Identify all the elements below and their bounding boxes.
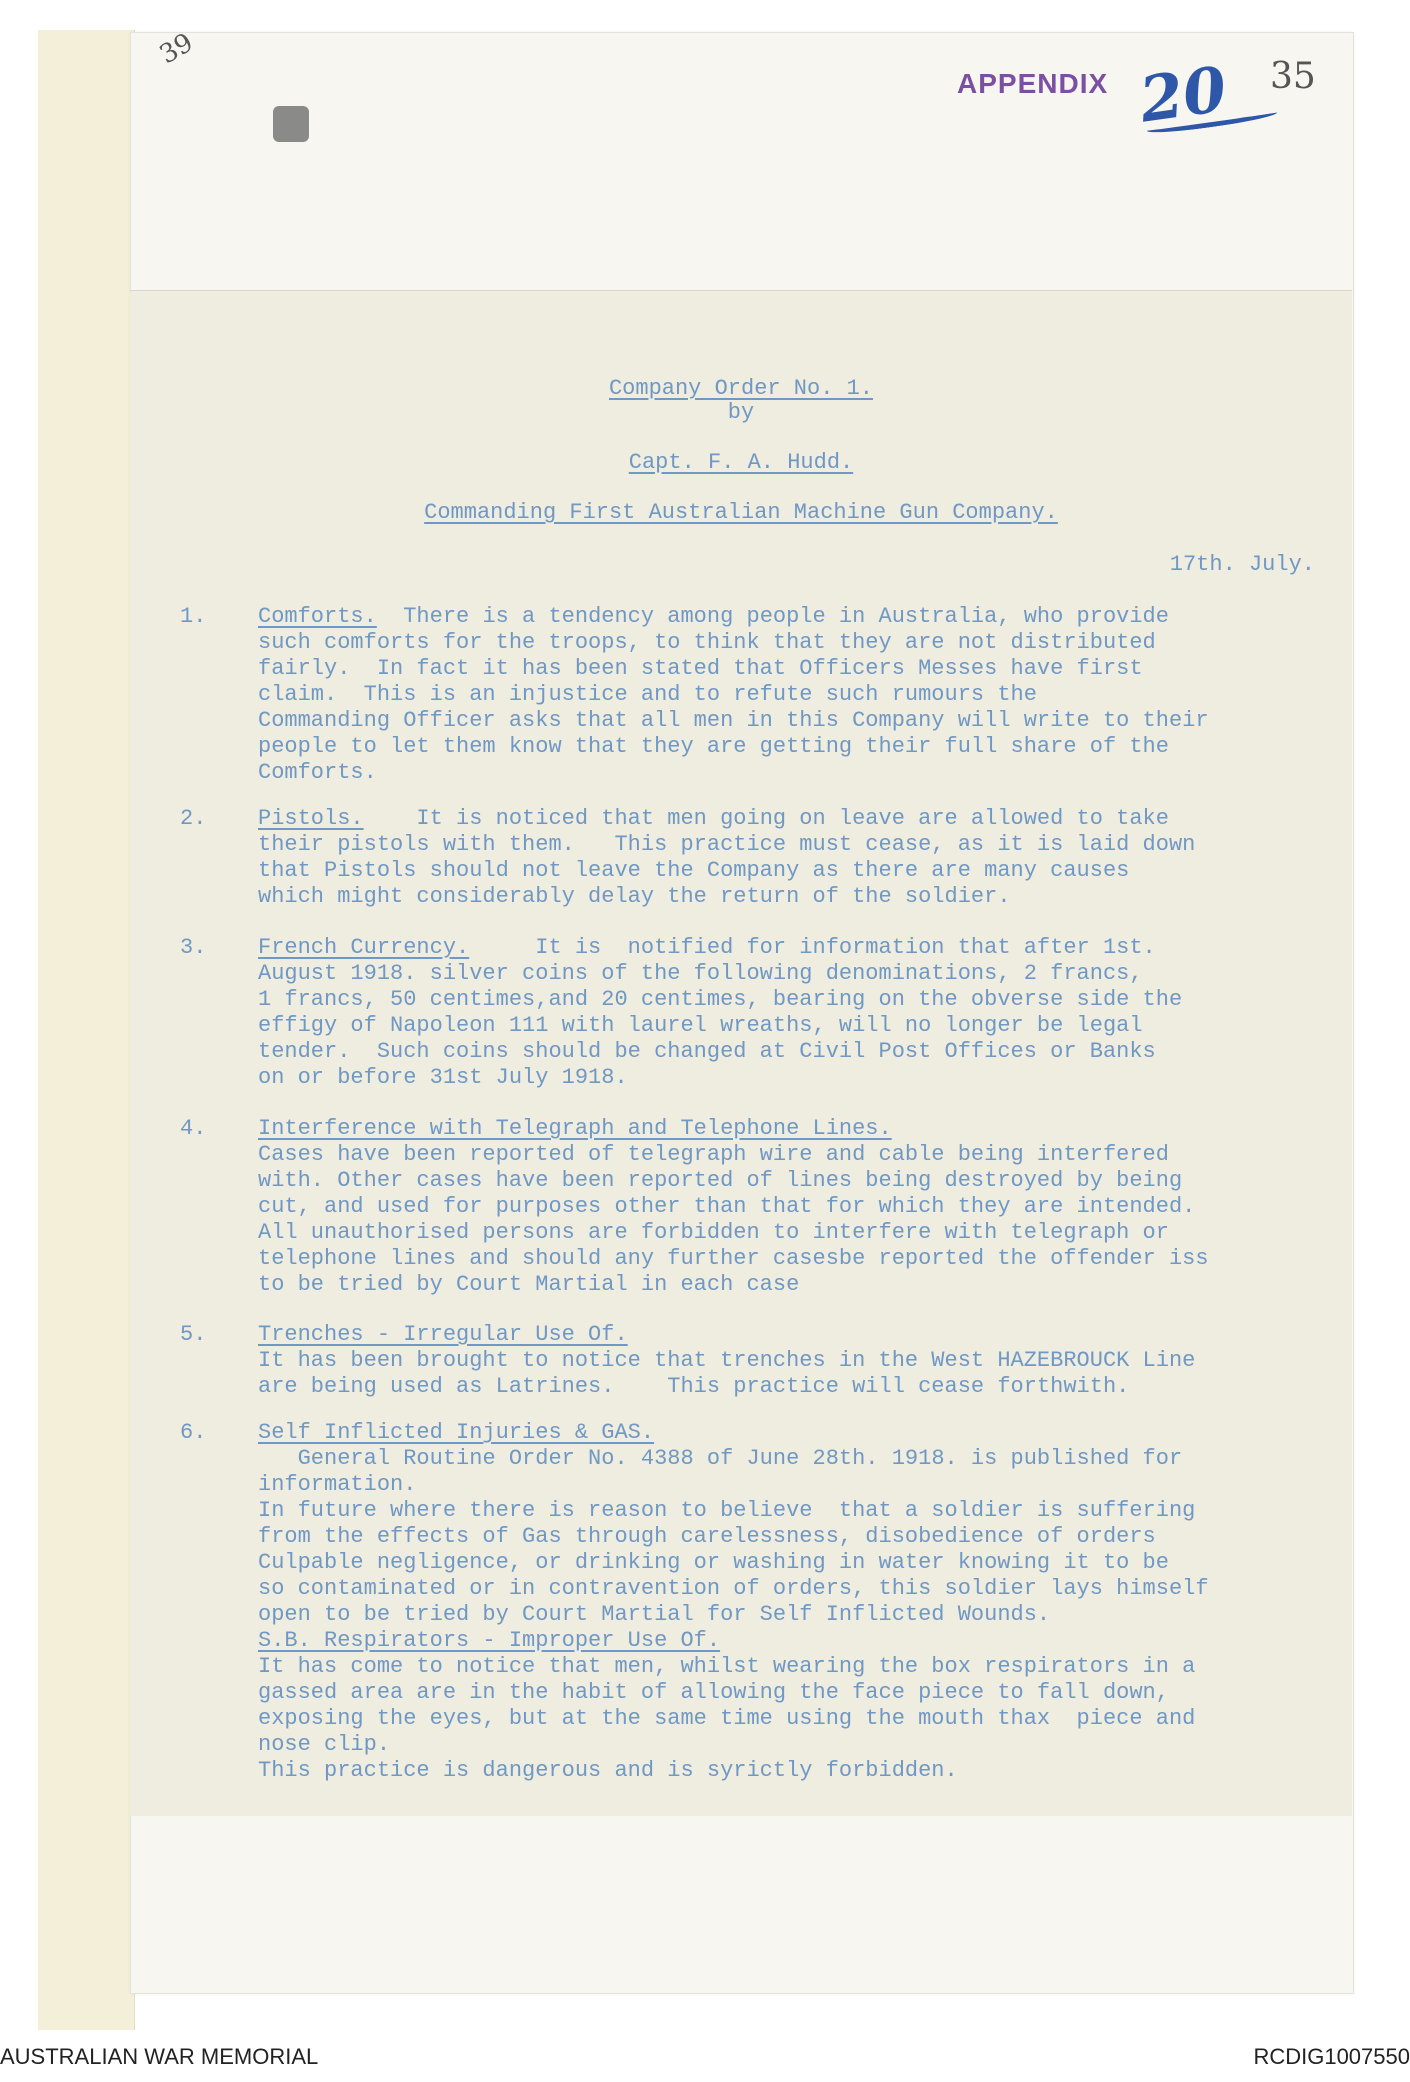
item-heading: French Currency. (258, 935, 470, 960)
item-heading: Self Inflicted Injuries & GAS. (258, 1420, 655, 1445)
footer-identifier: RCDIG1007550 (1253, 2044, 1410, 2069)
item-heading: Trenches - Irregular Use Of. (258, 1322, 628, 1347)
paper-clip-mark (273, 106, 309, 142)
footer-institution: AUSTRALIAN WAR MEMORIAL (0, 2044, 319, 2069)
order-unit: Commanding First Australian Machine Gun Company. (424, 500, 1058, 525)
item-number: 3. (180, 935, 207, 960)
item-text: There is a tendency among people in Australia, who provide such comforts for the troops, to think that they are not distributed fairly. In fact it has been stated that Officers Messes have first claim. This is an injustice and to refute such rumours the Commanding Officer asks that all men in this Company will write to their people to let them know that they are getting their full share of the Comforts. (258, 604, 1209, 785)
order-title: Company Order No. 1. (608, 376, 874, 401)
appendix-stamp: APPENDIX (957, 68, 1109, 99)
order-by: by (727, 400, 755, 425)
item-subtext: It has come to notice that men, whilst wearing the box respirators in a gassed area are in the habit of allowing the face piece to fall down, exposing the eyes, but at the same time using the mouth thax piece and nose clip. This practice is dangerous and is syrictly forbidden. (258, 1654, 1196, 1783)
item-text: It is noticed that men going on leave are allowed to take their pistols with them. This practice must cease, as it is laid down that Pistols should not leave the Company as there are many causes which might considerably delay the return of the soldier. (258, 806, 1196, 909)
handwritten-appendix-number: 20 (1135, 52, 1231, 137)
item-number: 6. (180, 1420, 207, 1445)
order-author: Capt. F. A. Hudd. (628, 450, 854, 475)
item-text: It is notified for information that after 1st. August 1918. silver coins of the following denominations, 2 francs, 1 francs, 50 centimes,and 20 centimes, bearing on the obverse side the effigy of Napoleon 111 with laurel wreaths, will no longer be legal tender. Such coins should be changed at Civil Post Offices or Banks on or before 31st July 1918. (258, 935, 1183, 1090)
item-text: Cases have been reported of telegraph wire and cable being interfered with. Other cases have been reported of lines being destroyed by being cut, and used for purposes other than that for which they are intended. All unauthorised persons are forbidden to interfere with telegraph or telephone lines and should any further casesbe reported the offender iss to be tried by Court Martial in each case (258, 1142, 1209, 1297)
paper-binding-strip (38, 30, 135, 2030)
order-date: 17th. July. (1169, 552, 1315, 577)
item-number: 2. (180, 806, 207, 831)
item-number: 1. (180, 604, 207, 629)
item-heading: Comforts. (258, 604, 377, 629)
item-heading: Interference with Telegraph and Telephone Lines. (258, 1116, 892, 1141)
item-number: 5. (180, 1322, 207, 1347)
item-number: 4. (180, 1116, 207, 1141)
item-text: It has been brought to notice that trenches in the West HAZEBROUCK Line are being used as Latrines. This practice will cease forthwith. (258, 1348, 1196, 1399)
folio-number: 35 (1270, 56, 1316, 97)
corner-pencil-mark: 39 (154, 27, 199, 71)
item-text: General Routine Order No. 4388 of June 28th. 1918. is published for information. In future where there is reason to believe that a soldier is suffering from the effects of Gas through carelessness, disobedience of orders Culpable negligence, or drinking or washing in water knowing it to be so contaminated or in contravention of orders, this soldier lays himself open to be tried by Court Martial for Self Inflicted Wounds. (258, 1446, 1209, 1627)
item-subheading: S.B. Respirators - Improper Use Of. (258, 1628, 721, 1653)
item-heading: Pistols. (258, 806, 364, 831)
